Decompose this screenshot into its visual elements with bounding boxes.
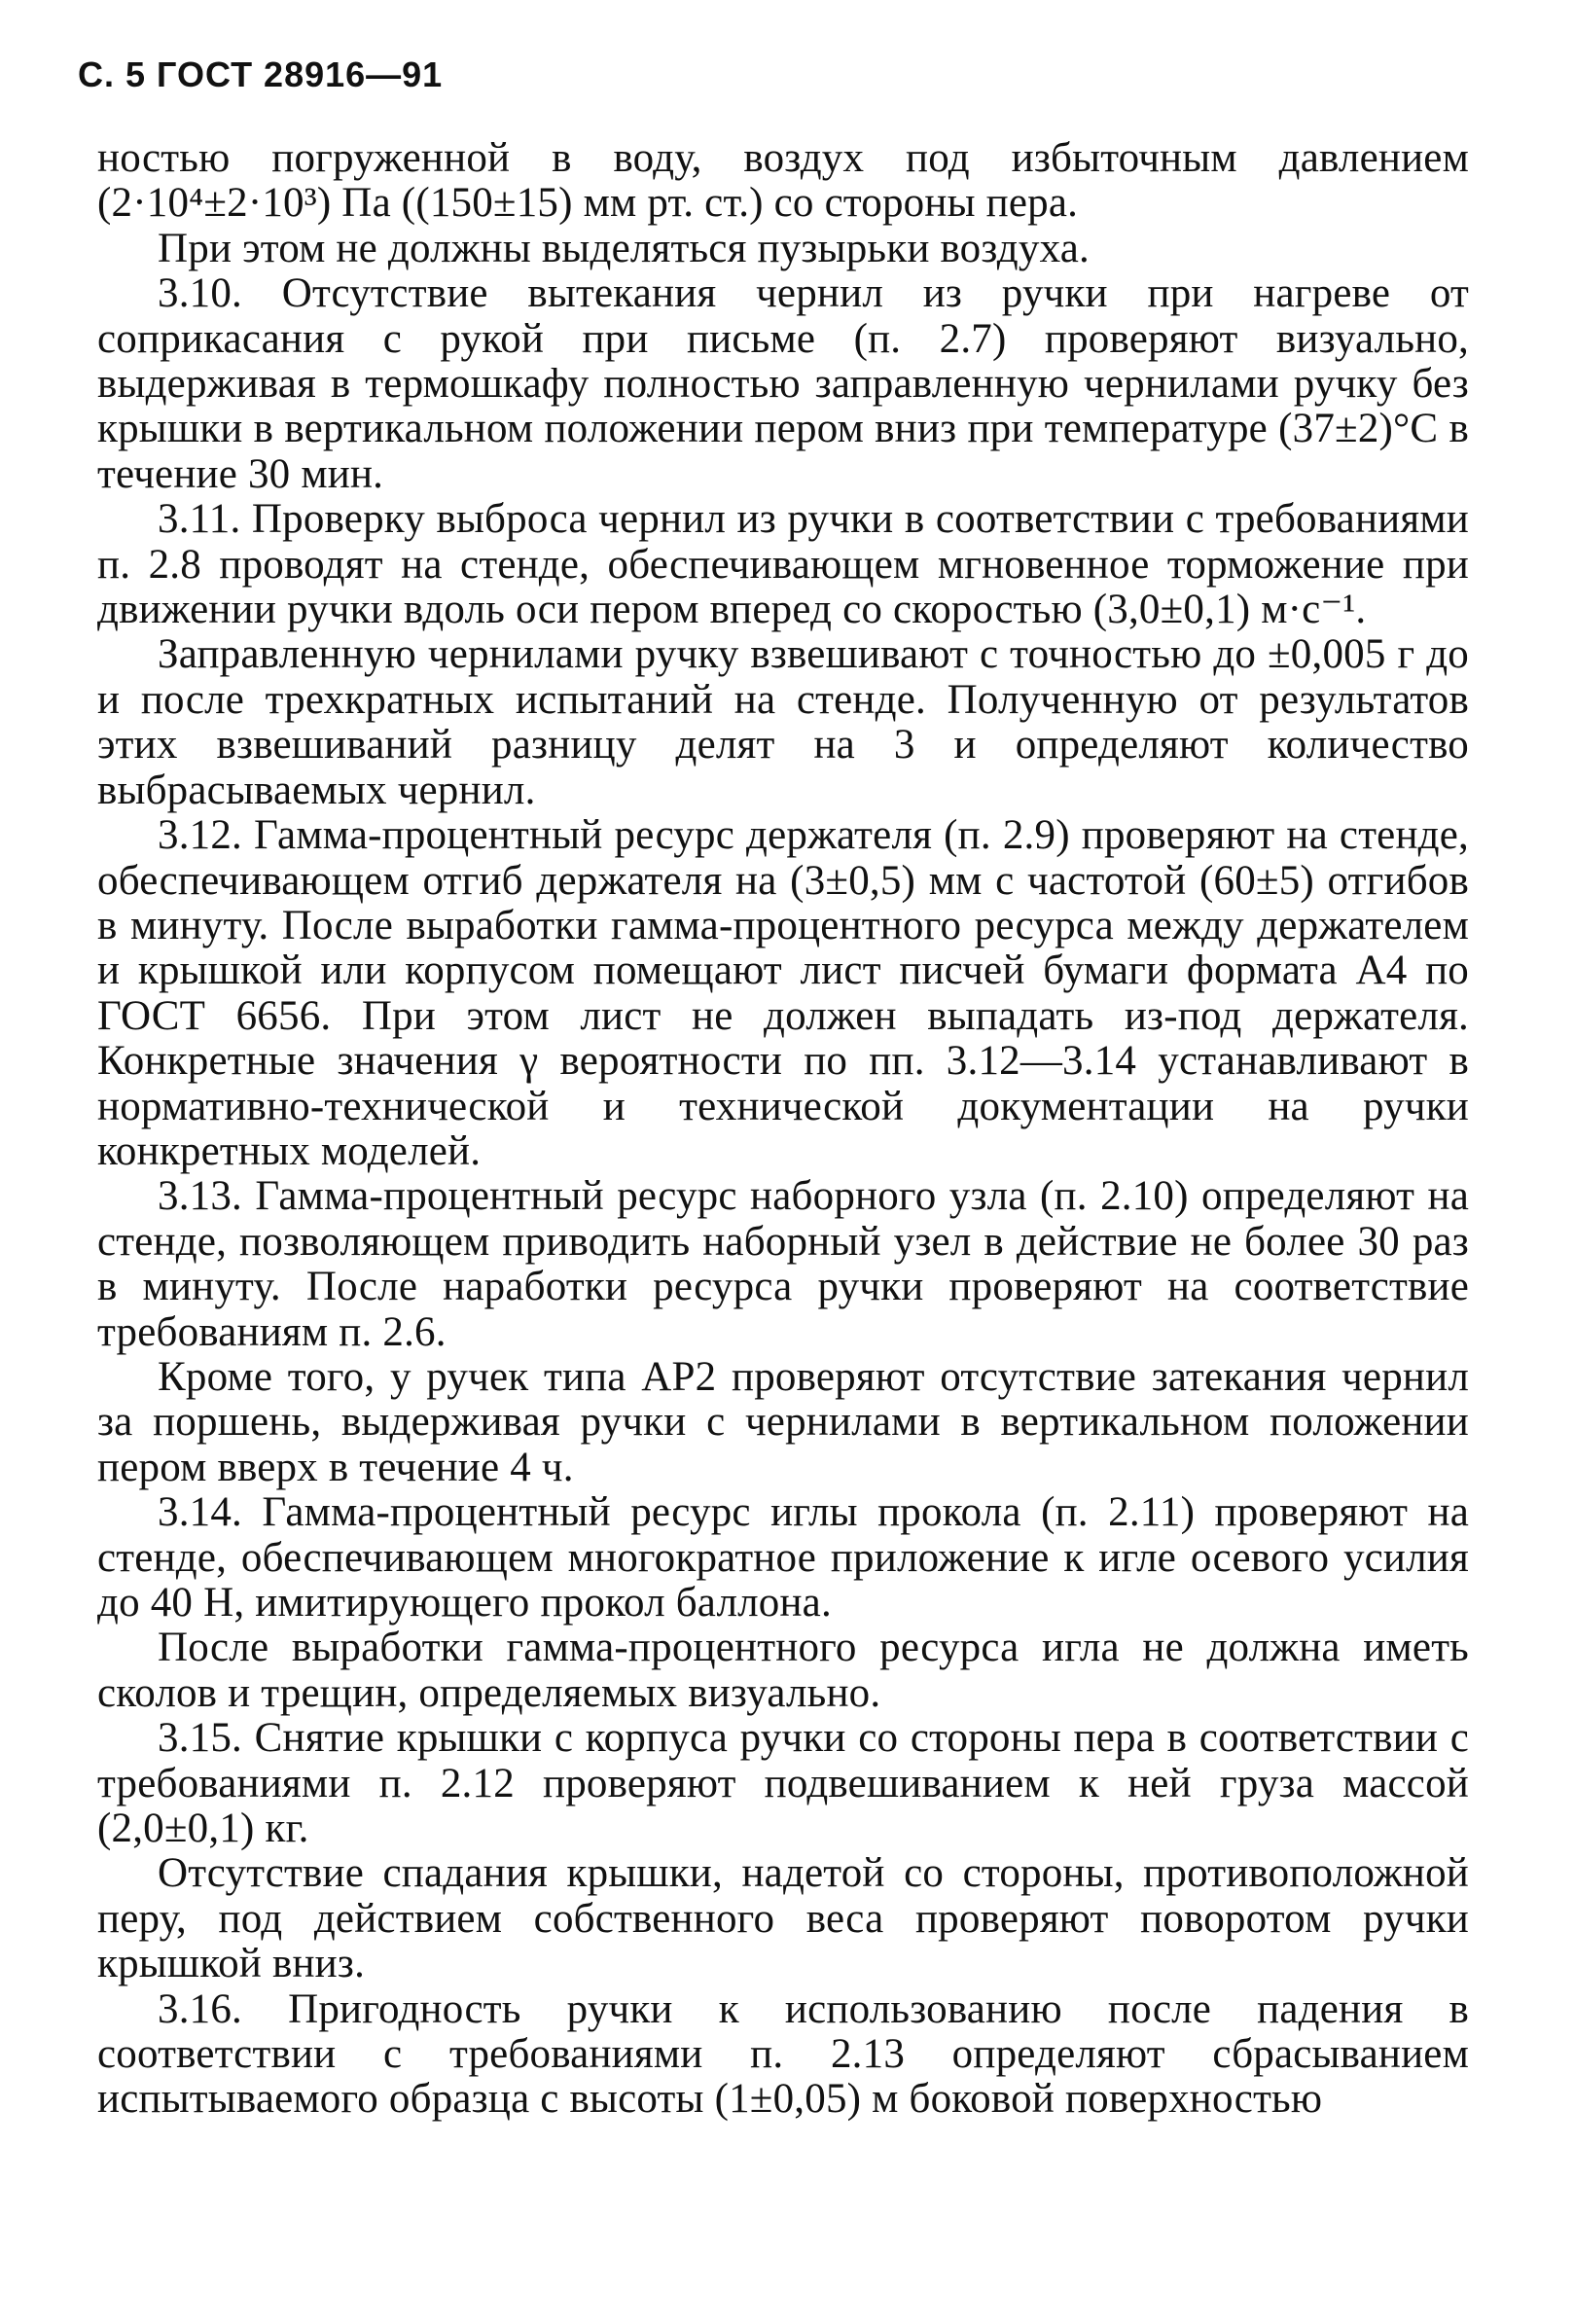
paragraph-ap2: Кроме того, у ручек типа АР2 проверяют отсутствие затекания чернил за поршень, выдерживая ручки с чернилами в вертикальном положении пером вверх в течение 4 ч. [97,1353,1469,1490]
paragraph-3-11: 3.11. Проверку выброса чернил из ручки в соответствии с требованиями п. 2.8 проводят на стенде, обеспечивающем мгновенное торможение при движении ручки вдоль оси пером вперед со скоростью (3,0±0,1) м·с⁻¹. [97,496,1469,633]
paragraph-weighing: Заправленную чернилами ручку взвешивают с точностью до ±0,005 г до и после трехкратных испытаний на стенде. Полученную от результатов этих взвешиваний разницу делят на 3 и определяют количество выбрасываемых чернил. [97,631,1469,813]
body-text [97,136,1469,2123]
paragraph-continuation: ностью погруженной в воду, воздух под избыточным давлением (2·10⁴±2·10³) Па ((150±15) мм рт. ст.) со стороны пера. [97,135,1469,227]
paragraph-3-14: 3.14. Гамма-процентный ресурс иглы прокола (п. 2.11) проверяют на стенде, обеспечивающем многократное приложение к игле осевого усилия до 40 Н, имитирующего прокол баллона. [97,1489,1469,1626]
paragraph-3-16: 3.16. Пригодность ручки к использованию после падения в соответствии с требованиями п. 2.13 определяют сбрасыванием испытываемого образца с высоты (1±0,05) м боковой поверхностью [97,1985,1469,2123]
paragraph-3-12: 3.12. Гамма-процентный ресурс держателя (п. 2.9) проверяют на стенде, обеспечивающем отгиб держателя на (3±0,5) мм с частотой (60±5) отгибов в минуту. После выработки гамма-процентного ресурса между держателем и крышкой или корпусом помещают лист писчей бумаги формата А4 по ГОСТ 6656. При этом лист не должен выпадать из-под держателя. Конкретные значения γ вероятности по пп. 3.12—3.14 устанавливают в нормативно-технической и технической документации на ручки конкретных моделей. [97,812,1469,1174]
paragraph-3-13: 3.13. Гамма-процентный ресурс наборного узла (п. 2.10) определяют на стенде, позволяющем приводить наборный узел в действие не более 30 раз в минуту. После наработки ресурса ручки проверяют на соответствие требованиям п. 2.6. [97,1173,1469,1355]
running-header: С. 5 ГОСТ 28916—91 [78,54,444,94]
paragraph-cap: Отсутствие спадания крышки, надетой со стороны, противоположной перу, под действием собственного веса проверяют поворотом ручки крышкой вниз. [97,1850,1469,1987]
paragraph-no-bubbles: При этом не должны выделяться пузырьки воздуха. [158,225,1090,271]
paragraph-3-10: 3.10. Отсутствие вытекания чернил из ручки при нагреве от соприкасания с рукой при письме (п. 2.7) проверяют визуально, выдерживая в термошкафу полностью заправленную чернилами ручку без крышки в вертикальном положении пером вниз при температуре (37±2)°С в течение 30 мин. [97,270,1469,497]
paragraph-3-15: 3.15. Снятие крышки с корпуса ручки со стороны пера в соответствии с требованиями п. 2.12 проверяют подвешиванием к ней груза массой (2,0±0,1) кг. [97,1715,1469,1852]
paragraph-needle: После выработки гамма-процентного ресурса игла не должна иметь сколов и трещин, определяемых визуально. [97,1625,1469,1716]
